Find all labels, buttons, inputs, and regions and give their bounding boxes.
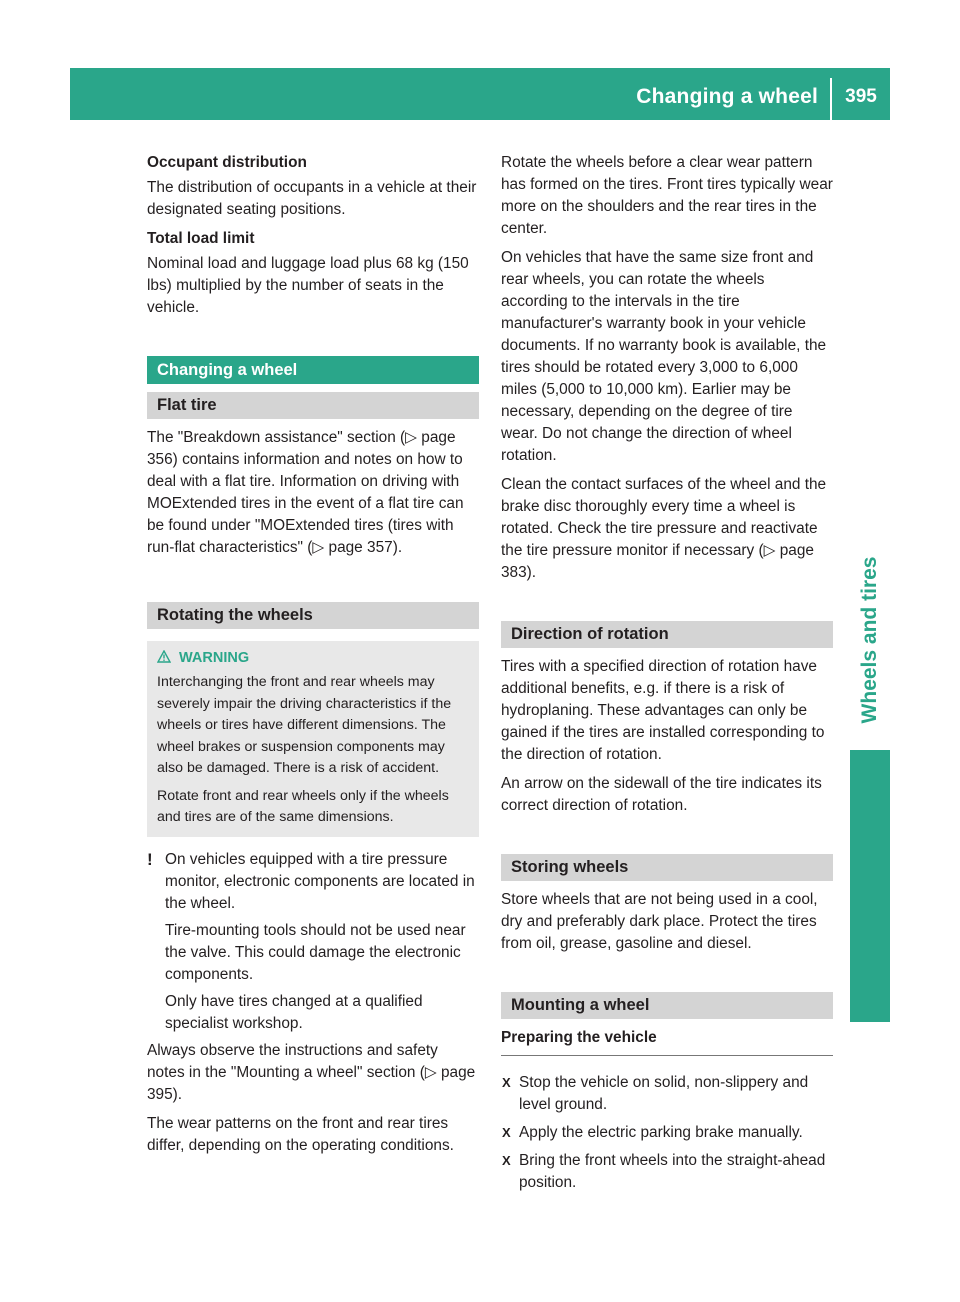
note-block bbox=[147, 849, 479, 1035]
occupant-distribution-title: Occupant distribution bbox=[147, 154, 307, 171]
rotate-text-2: On vehicles that have the same size front and rear wheels, you can rotate the wheels according to the intervals in the tire manufacturer's warranty book in your vehicle documents. If no warranty book is available, the tires should be rotated every 3,000 to 6,000 miles (5,000 to 10,000 km). Earlier may be necessary, depending on the degree of tire wear. Do not change the direction of wheel rotation. bbox=[501, 249, 827, 464]
step-text: Stop the vehicle on solid, non-slippery and level ground. bbox=[519, 1074, 809, 1113]
list-item bbox=[501, 1072, 833, 1116]
header-title: Changing a wheel bbox=[636, 85, 818, 108]
occupant-distribution-text: The distribution of occupants in a vehicle at their designated seating positions. bbox=[147, 179, 477, 218]
divider bbox=[501, 1055, 833, 1056]
direction-text-1: Tires with a specified direction of rotation have additional benefits, e.g. if there is a risk of hydroplaning. These advantages can only be gained if the tires are installed corresponding to the direction of rotation. bbox=[501, 658, 825, 763]
heading-flat-tire: Flat tire bbox=[147, 392, 479, 419]
preparing-vehicle-title: Preparing the vehicle bbox=[501, 1029, 657, 1046]
total-load-limit-title: Total load limit bbox=[147, 230, 255, 247]
step-marker-icon: X bbox=[502, 1153, 511, 1168]
warning-header bbox=[157, 647, 471, 669]
step-text: Apply the electric parking brake manually. bbox=[519, 1124, 803, 1141]
flat-tire-text: The "Breakdown assistance" section (▷ page 356) contains information and notes on how to deal with a flat tire. Information on driving with MOExtended tires in the event of a flat tire can be found under "MOExtended tires (tires with run-flat characteristics" (▷ page 357). bbox=[147, 429, 464, 556]
rotate-text-3: Clean the contact surfaces of the wheel and the brake disc thoroughly every time a wheel is rotated. Check the tire pressure and reactivate the tire pressure monitor if necessary (▷ page 383). bbox=[501, 476, 827, 581]
list-item bbox=[501, 1122, 833, 1144]
note-text-2: Tire-mounting tools should not be used near the valve. This could damage the electronic components. bbox=[165, 921, 466, 983]
exclamation-icon: ! bbox=[147, 849, 153, 869]
step-marker-icon: X bbox=[502, 1075, 511, 1090]
note-text-3: Only have tires changed at a qualified specialist workshop. bbox=[165, 992, 423, 1032]
side-tab-marker bbox=[850, 750, 890, 1022]
step-marker-icon: X bbox=[502, 1125, 511, 1140]
observe-instructions-text: Always observe the instructions and safety notes in the "Mounting a wheel" section (▷ page 395). bbox=[147, 1041, 476, 1103]
warning-triangle-icon bbox=[157, 650, 175, 666]
step-text: Bring the front wheels into the straight-ahead position. bbox=[519, 1152, 826, 1191]
warning-label: WARNING bbox=[179, 650, 250, 666]
total-load-limit-text: Nominal load and luggage load plus 68 kg (150 lbs) multiplied by the number of seats in the vehicle. bbox=[147, 255, 469, 316]
heading-storing-wheels: Storing wheels bbox=[501, 854, 833, 881]
rotate-text-1: Rotate the wheels before a clear wear pattern has formed on the tires. Front tires typically wear more on the shoulders and the rear tires in the center. bbox=[501, 154, 833, 237]
heading-mounting-wheel: Mounting a wheel bbox=[501, 992, 833, 1019]
heading-direction-of-rotation: Direction of rotation bbox=[501, 621, 833, 648]
side-tab-label: Wheels and tires bbox=[858, 556, 881, 724]
heading-rotating-wheels: Rotating the wheels bbox=[147, 602, 479, 629]
direction-text-2: An arrow on the sidewall of the tire indicates its correct direction of rotation. bbox=[501, 775, 822, 814]
warning-text-1: Interchanging the front and rear wheels may severely impair the driving characteristics if the wheels or tires have different dimensions. The wheel brakes or suspension components may also be damaged. There is a risk of accident. bbox=[157, 674, 452, 776]
warning-text-2: Rotate front and rear wheels only if the wheels and tires are of the same dimensions. bbox=[157, 787, 449, 825]
side-tab bbox=[850, 540, 890, 740]
wear-patterns-text: The wear patterns on the front and rear tires differ, depending on the operating conditions. bbox=[147, 1114, 454, 1154]
storing-wheels-text: Store wheels that are not being used in a cool, dry and preferably dark place. Protect the tires from oil, grease, gasoline and diesel. bbox=[501, 891, 818, 952]
left-column bbox=[147, 152, 479, 1164]
warning-box bbox=[147, 641, 479, 837]
page-number: 395 bbox=[845, 86, 877, 107]
note-text-1: On vehicles equipped with a tire pressure monitor, electronic components are located in the wheel. bbox=[165, 850, 475, 912]
page-header bbox=[70, 68, 890, 120]
list-item bbox=[501, 1150, 833, 1194]
right-column bbox=[501, 152, 833, 1200]
section-heading-changing-wheel: Changing a wheel bbox=[147, 356, 479, 384]
